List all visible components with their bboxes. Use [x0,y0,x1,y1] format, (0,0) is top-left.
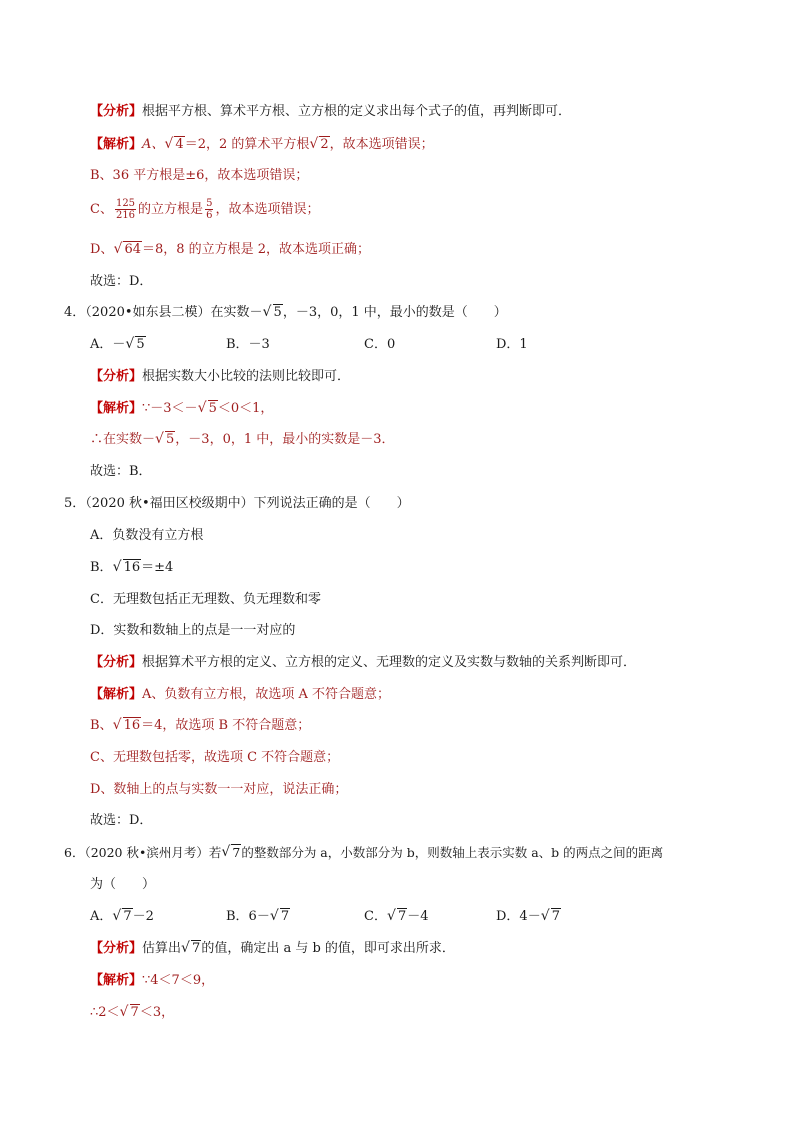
q5-analysis: 【分析】根据算术平方根的定义、立方根的定义、无理数的定义及实数与数轴的关系判断即可． [90,655,637,670]
q4-solution-1: 【解析】∵－3＜－√ 5＜0＜1， [90,399,273,419]
q6-solution-2: ∴2＜√ 7＜3， [90,1003,174,1023]
q4-analysis: 【分析】根据实数大小比较的法则比较即可． [90,369,351,384]
q5-solution-b: B、√ 16＝4，故选项 B 不符合题意； [90,716,310,736]
q4-options [90,335,710,355]
q5-solution-a: 【解析】A、负数有立方根，故选项 A 不符合题意； [90,687,391,702]
q3-solution-a: 【解析】A、√ 4＝2，2 的算术平方根√ 2，故本选项错误； [90,135,434,155]
solution-tag: 【解析】 [90,137,143,152]
q5-solution-c: C、无理数包括零，故选项 C 不符合题意； [90,750,340,765]
q6-solution-1: 【解析】∵4＜7＜9， [90,973,215,988]
q5-stem: 5．（2020 秋•福田区校级期中）下列说法正确的是（ ） [64,496,410,511]
q4-option-d: D．1 [496,337,528,352]
q4-choice: 故选：B． [90,464,152,479]
q4-option-a: A．－√ 5 [90,335,146,355]
q6-option-c: C．√ 7－4 [364,907,429,927]
q5-choice: 故选：D． [90,813,153,828]
q3-analysis: 【分析】根据平方根、算术平方根、立方根的定义求出每个式子的值，再判断即可． [90,104,572,119]
q6-option-b: B．6－√ 7 [226,907,290,927]
q4-solution-2: ∴在实数－√ 5，－3，0，1 中，最小的实数是－3． [90,430,395,450]
q4-stem: 4．（2020•如东县二模）在实数－√ 5，－3，0，1 中，最小的数是（ ） [64,303,507,323]
q3-choice: 故选：D． [90,274,153,289]
q6-analysis: 【分析】估算出√ 7的值，确定出 a 与 b 的值，即可求出所求． [90,939,455,959]
q6-option-a: A．√ 7－2 [90,907,154,927]
q6-option-d: D．4－√ 7 [496,907,561,927]
q5-option-b: B．√ 16＝±4 [90,558,173,578]
q6-stem: 6．（2020 秋•滨州月考）若√ 7的整数部分为 a，小数部分为 b，则数轴上表示实数 a、b 的两点之间的距离 [64,843,663,863]
analysis-tag: 【分析】 [90,104,143,119]
fraction: $\frac{125}{216}$ [115,198,136,221]
q6-stem-continued: 为（ ） [90,877,156,892]
q4-option-c: C．0 [364,337,396,352]
q4-option-b: B．－3 [226,337,270,352]
sqrt-symbol: √ 4 [164,135,184,155]
q3-solution-c: C、 $\frac{125}{216}$ 的立方根是 $\frac{5}{6}$ ，故本选项错误； [90,198,320,221]
q5-option-c: C．无理数包括正无理数、负无理数和零 [90,592,321,607]
q5-solution-d: D、数轴上的点与实数一一对应，说法正确； [90,782,348,797]
q3-solution-b: B、36 平方根是±6，故本选项错误； [90,168,309,183]
q6-options [90,907,710,927]
q5-option-a: A．负数没有立方根 [90,528,204,543]
q5-option-d: D．实数和数轴上的点是一一对应的 [90,623,296,638]
q3-solution-d: D、√ 64＝8，8 的立方根是 2，故本选项正确； [90,240,370,260]
